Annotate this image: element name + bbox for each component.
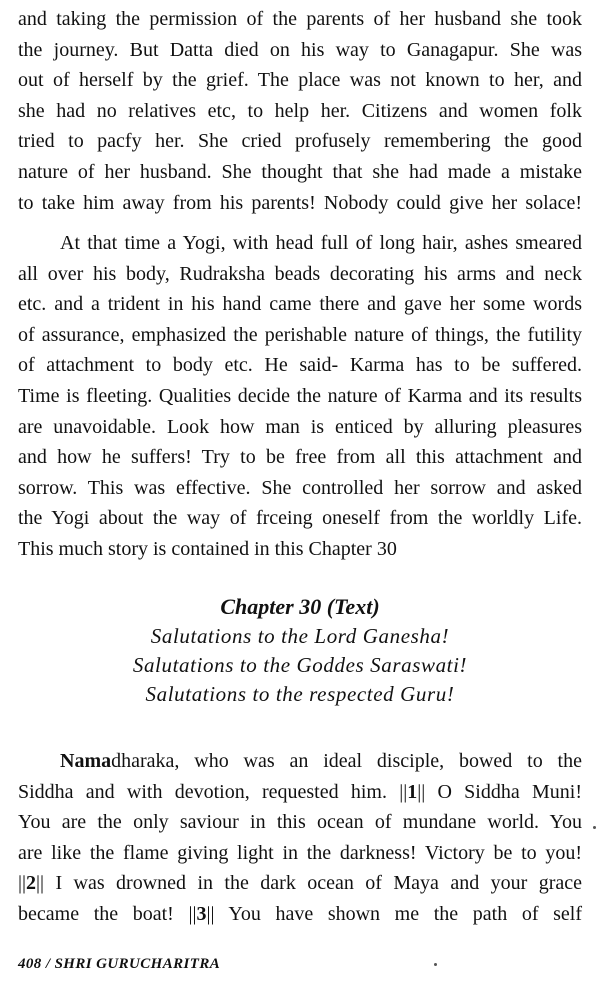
paragraph-yogi-intro-prev (18, 4, 582, 218)
verse-number: 3 (196, 902, 207, 925)
scan-speck (593, 826, 596, 829)
chapter-title: Chapter 30 (Text) (220, 594, 380, 619)
salutation-guru: Salutations to the respected Guru! (145, 682, 455, 706)
verse-number: 1 (407, 780, 418, 803)
text-line (18, 746, 582, 777)
text-line (18, 899, 582, 930)
text-line: to take him away from his parents! Nobody could give her solace! (18, 191, 582, 214)
text-line: the Yogi about the way of frceing oneself from the worldly Life. (18, 507, 582, 530)
text-run: || O Siddha Muni! (417, 780, 582, 803)
paragraph-namadharaka (18, 746, 582, 930)
page-footer: 408 / SHRI GURUCHARITRA (18, 956, 221, 972)
text-line: and how he suffers! Try to be free from all this attachment and (18, 446, 582, 469)
text-line: At that time a Yogi, with head full of long hair, ashes smeared (60, 232, 582, 254)
paragraph-yogi-advice (18, 228, 582, 565)
text-run: dharaka, who was an ideal disciple, bowed to the (111, 750, 582, 772)
text-line: out of herself by the grief. The place was not known to her, and (18, 69, 582, 92)
text-line: are unavoidable. Look how man is enticed by alluring pleasures (18, 415, 582, 438)
text-run: || You have shown me the path of self (206, 902, 582, 925)
text-line: all over his body, Rudraksha beads decorating his arms and neck (18, 262, 582, 285)
text-line: and taking the permission of the parents of her husband she took (18, 8, 582, 30)
salutation-ganesha: Salutations to the Lord Ganesha! (150, 624, 450, 648)
first-word-bold: Nama (60, 750, 112, 772)
text-run: || I was drowned in the dark ocean of Maya and your grace (36, 872, 582, 895)
text-line: nature of her husband. She thought that she had made a mistake (18, 160, 582, 183)
chapter-heading (18, 592, 582, 709)
text-line: Time is fleeting. Qualities decide the nature of Karma and its results (18, 384, 582, 407)
text-line: tried to pacfy her. She cried profusely remembering the good (18, 130, 582, 153)
text-run: || (18, 872, 27, 895)
text-line: sorrow. This was effective. She controlled her sorrow and asked (18, 476, 582, 499)
text-line: of assurance, emphasized the perishable nature of things, the futility (18, 323, 582, 346)
text-run: became the boat! || (18, 902, 197, 925)
text-line: You are the only saviour in this ocean of mundane world. You (18, 811, 582, 834)
text-run: Siddha and with devotion, requested him. || (18, 780, 408, 803)
text-line: the journey. But Datta died on his way to Ganagapur. She was (18, 38, 582, 61)
text-line (18, 777, 582, 808)
text-line: are like the flame giving light in the darkness! Victory be to you! (18, 841, 582, 864)
text-line: etc. and a trident in his hand came there and gave her some words (18, 293, 582, 316)
scan-speck (434, 963, 437, 966)
text-line: of attachment to body etc. He said- Karma has to be suffered. (18, 354, 582, 377)
salutation-saraswati: Salutations to the Goddes Saraswati! (132, 653, 468, 677)
text-line (18, 868, 582, 899)
verse-number: 2 (26, 872, 37, 895)
text-line: she had no relatives etc, to help her. Citizens and women folk (18, 99, 582, 122)
text-line: This much story is contained in this Chapter 30 (18, 537, 397, 560)
